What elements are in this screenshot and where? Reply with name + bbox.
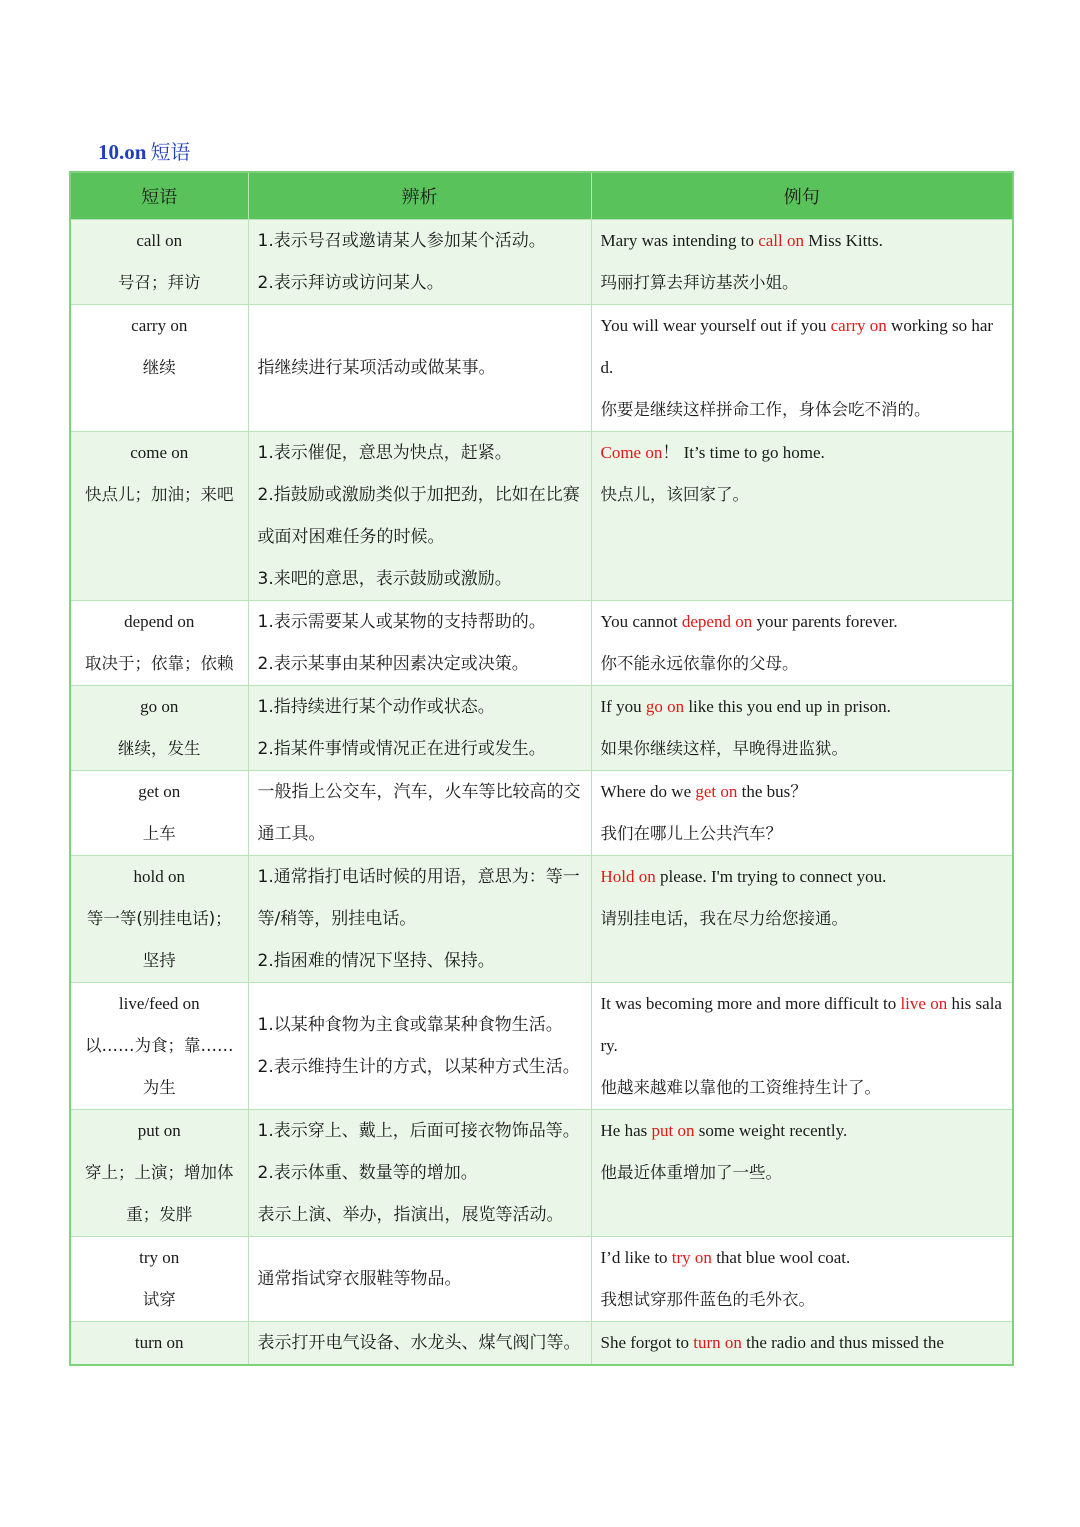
phrase-meaning: 穿上；上演；增加体重；发胖 [85, 1163, 234, 1224]
analysis-line: 表示打开电气设备、水龙头、煤气阀门等。 [257, 1333, 581, 1353]
analysis-cell [248, 856, 591, 983]
phrase-table [69, 171, 1014, 1366]
example-cell [591, 983, 1013, 1110]
analysis-line: 2.指鼓励或激励类似于加把劲，比如在比赛或面对困难任务的时候。 [257, 485, 580, 547]
analysis-line: 2.指某件事情或情况正在进行或发生。 [257, 739, 546, 759]
table-header-row [70, 172, 1013, 220]
phrase-meaning: 上车 [142, 824, 176, 843]
example-highlight: go on [645, 697, 685, 716]
example-translation: 快点儿，该回家了。 [600, 485, 749, 504]
analysis-cell [248, 771, 591, 856]
example-sentence [601, 1322, 1004, 1364]
example-sentence [601, 771, 1004, 813]
analysis-cell [248, 601, 591, 686]
phrase-meaning: 继续 [142, 358, 176, 377]
table-row [70, 771, 1013, 856]
table-row [70, 305, 1013, 432]
example-highlight: try on [671, 1248, 712, 1267]
example-text: Mary was intending to [600, 231, 759, 250]
analysis-line: 1.通常指打电话时候的用语，意思为：等一等/稍等，别挂电话。 [257, 867, 580, 929]
example-text: that blue wool coat. [711, 1248, 851, 1267]
analysis-line: 2.表示拜访或访问某人。 [257, 273, 444, 293]
analysis-cell [248, 686, 591, 771]
example-sentence [601, 601, 1004, 643]
section-title [98, 136, 190, 165]
table-row [70, 1322, 1013, 1366]
analysis-line: 表示上演、举办，指演出，展览等活动。 [257, 1205, 564, 1225]
example-sentence [601, 983, 1004, 1067]
example-highlight: Hold on [600, 867, 656, 886]
section-title-number: 10.on [98, 140, 147, 164]
example-sentence [601, 686, 1004, 728]
analysis-line: 2.表示某事由某种因素决定或决策。 [257, 654, 529, 674]
example-text: It was becoming more and more difficult to [600, 994, 901, 1013]
table-row [70, 432, 1013, 601]
analysis-cell [248, 1110, 591, 1237]
example-sentence [601, 220, 1004, 262]
phrase-cell [70, 771, 248, 856]
phrase-text: call on [136, 231, 183, 250]
example-translation: 他越来越难以靠他的工资维持生计了。 [600, 1078, 881, 1097]
analysis-line: 3.来吧的意思，表示鼓励或激励。 [257, 569, 512, 589]
example-highlight: call on [758, 231, 804, 250]
phrase-text: depend on [124, 612, 195, 631]
example-text: working so hard. [600, 316, 994, 377]
phrase-text: put on [137, 1121, 181, 1140]
phrase-meaning: 以……为食；靠……为生 [85, 1036, 234, 1097]
phrase-meaning: 继续，发生 [118, 739, 201, 758]
example-cell [591, 432, 1013, 601]
analysis-cell [248, 432, 591, 601]
phrase-text: come on [130, 443, 189, 462]
analysis-line: 通常指试穿衣服鞋等物品。 [257, 1269, 462, 1289]
phrase-cell [70, 856, 248, 983]
phrase-text: hold on [133, 867, 185, 886]
example-text: You will wear yourself out if you [600, 316, 831, 335]
analysis-line: 1.表示催促，意思为快点，赶紧。 [257, 443, 512, 463]
phrase-cell [70, 1237, 248, 1322]
analysis-line: 1.表示穿上、戴上，后面可接衣物饰品等。 [257, 1121, 580, 1141]
header-example: 例句 [591, 172, 1013, 220]
example-highlight: turn on [693, 1333, 742, 1352]
example-highlight: Come on [600, 443, 663, 462]
phrase-text: live/feed on [118, 994, 200, 1013]
example-translation: 我想试穿那件蓝色的毛外衣。 [600, 1290, 815, 1309]
example-translation: 请别挂电话，我在尽力给您接通。 [600, 909, 848, 928]
example-translation: 我们在哪儿上公共汽车？ [600, 824, 782, 843]
analysis-line: 1.以某种食物为主食或靠某种食物生活。 [257, 1015, 563, 1035]
example-cell [591, 1237, 1013, 1322]
example-translation: 你要是继续这样拼命工作，身体会吃不消的。 [600, 400, 931, 419]
example-sentence [601, 1237, 1004, 1279]
example-highlight: put on [651, 1121, 695, 1140]
example-text: your parents forever. [752, 612, 898, 631]
example-translation: 他最近体重增加了一些。 [600, 1163, 782, 1182]
analysis-cell [248, 305, 591, 432]
phrase-cell [70, 601, 248, 686]
analysis-line: 1.表示号召或邀请某人参加某个活动。 [257, 231, 546, 251]
phrase-text: go on [140, 697, 179, 716]
analysis-line: 指继续进行某项活动或做某事。 [257, 358, 496, 378]
phrase-text: turn on [134, 1333, 184, 1352]
analysis-cell [248, 220, 591, 305]
phrase-meaning: 取决于；依靠；依赖 [85, 654, 234, 673]
analysis-line: 2.表示体重、数量等的增加。 [257, 1163, 478, 1183]
example-cell [591, 601, 1013, 686]
example-cell [591, 771, 1013, 856]
example-text: If you [600, 697, 646, 716]
example-sentence [601, 432, 1004, 474]
phrase-cell [70, 220, 248, 305]
analysis-cell [248, 1237, 591, 1322]
example-text: his salary. [600, 994, 1002, 1055]
example-text: like this you end up in prison. [684, 697, 891, 716]
phrase-cell [70, 1322, 248, 1366]
example-text: I’d like to [600, 1248, 672, 1267]
table-row [70, 601, 1013, 686]
example-highlight: depend on [681, 612, 753, 631]
table-row [70, 856, 1013, 983]
example-cell [591, 1110, 1013, 1237]
phrase-meaning: 试穿 [142, 1290, 176, 1309]
phrase-meaning: 等一等(别挂电话)；坚持 [86, 909, 232, 970]
example-sentence [601, 305, 1004, 389]
analysis-line: 1.指持续进行某个动作或状态。 [257, 697, 495, 717]
analysis-line: 1.表示需要某人或某物的支持帮助的。 [257, 612, 546, 632]
example-cell [591, 856, 1013, 983]
table-row [70, 983, 1013, 1110]
example-text: She forgot to [600, 1333, 694, 1352]
table-row [70, 220, 1013, 305]
example-cell [591, 305, 1013, 432]
example-text: Where do we [600, 782, 696, 801]
section-title-text: 短语 [150, 140, 191, 164]
example-text: Miss Kitts. [804, 231, 883, 250]
example-cell [591, 1322, 1013, 1366]
example-highlight: get on [695, 782, 738, 801]
phrase-meaning: 快点儿；加油；来吧 [85, 485, 234, 504]
header-analysis: 辨析 [248, 172, 591, 220]
table-row [70, 686, 1013, 771]
analysis-line: 2.表示维持生计的方式，以某种方式生活。 [257, 1057, 580, 1077]
header-phrase: 短语 [70, 172, 248, 220]
phrase-cell [70, 983, 248, 1110]
example-translation: 如果你继续这样，早晚得进监狱。 [600, 739, 848, 758]
example-highlight: live on [900, 994, 948, 1013]
phrase-text: carry on [131, 316, 188, 335]
example-translation: 玛丽打算去拜访基茨小姐。 [600, 273, 799, 292]
table-row [70, 1237, 1013, 1322]
example-highlight: carry on [830, 316, 887, 335]
analysis-cell [248, 983, 591, 1110]
phrase-cell [70, 1110, 248, 1237]
example-text: the bus？ [737, 782, 808, 801]
analysis-line: 一般指上公交车，汽车，火车等比较高的交通工具。 [257, 782, 581, 844]
example-translation: 你不能永远依靠你的父母。 [600, 654, 799, 673]
example-cell [591, 686, 1013, 771]
example-text: He has [600, 1121, 652, 1140]
phrase-cell [70, 305, 248, 432]
phrase-cell [70, 686, 248, 771]
phrase-cell [70, 432, 248, 601]
example-text: the radio and thus missed the [741, 1333, 944, 1352]
phrase-meaning: 号召；拜访 [118, 273, 201, 292]
example-cell [591, 220, 1013, 305]
phrase-text: try on [139, 1248, 180, 1267]
example-text: some weight recently. [694, 1121, 848, 1140]
analysis-line: 2.指困难的情况下坚持、保持。 [257, 951, 495, 971]
table-row [70, 1110, 1013, 1237]
example-sentence [601, 856, 1004, 898]
phrase-text: get on [138, 782, 181, 801]
analysis-cell [248, 1322, 591, 1366]
example-text: ！ It’s time to go home. [662, 443, 825, 462]
example-sentence [601, 1110, 1004, 1152]
example-text: You cannot [600, 612, 682, 631]
example-text: please. I'm trying to connect you. [655, 867, 887, 886]
